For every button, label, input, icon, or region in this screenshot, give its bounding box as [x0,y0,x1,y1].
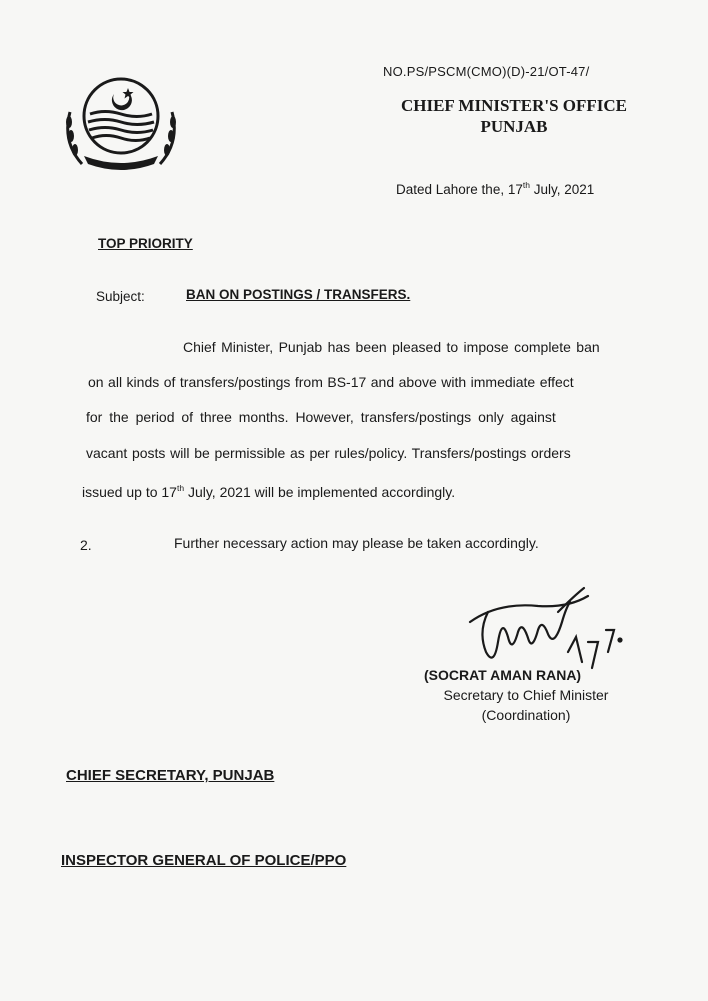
punjab-emblem-icon [62,72,180,172]
office-province: PUNJAB [480,117,548,136]
addressee-inspector-general: INSPECTOR GENERAL OF POLICE/PPO [61,852,347,869]
body-last-prefix: issued up to 17 [82,484,177,500]
body-last-suffix: July, 2021 will be implemented accordingly. [184,484,456,500]
body-line [82,483,455,500]
paragraph-2-text: Further necessary action may please be taken accordingly. [174,535,539,551]
date-suffix: July, 2021 [529,182,595,197]
signatory-title: Secretary to Chief Minister [443,687,609,703]
subject-label: Subject: [96,289,145,304]
date-line [396,180,594,197]
paragraph-number: 2. [80,537,92,553]
body-line: Chief Minister, Punjab has been pleased to impose complete ban [183,339,600,355]
office-heading [380,95,648,137]
addressee-chief-secretary: CHIEF SECRETARY, PUNJAB [66,767,275,784]
body-last-ordinal: th [176,483,185,493]
subject-text: BAN ON POSTINGS / TRANSFERS. [186,287,411,302]
body-line: on all kinds of transfers/postings from BS-17 and above with immediate effect [88,374,574,390]
date-ordinal: th [522,180,530,190]
office-name: CHIEF MINISTER'S OFFICE [400,96,628,115]
body-line: vacant posts will be permissible as per rules/policy. Transfers/postings orders [86,445,571,461]
signatory-department: (Coordination) [481,707,571,723]
date-prefix: Dated Lahore the, 17 [396,182,523,197]
body-line: for the period of three months. However, transfers/postings only against [86,409,556,425]
priority-label: TOP PRIORITY [98,236,193,251]
reference-number: NO.PS/PSCM(CMO)(D)-21/OT-47/ [383,64,590,79]
signatory-name: (SOCRAT AMAN RANA) [424,667,582,683]
